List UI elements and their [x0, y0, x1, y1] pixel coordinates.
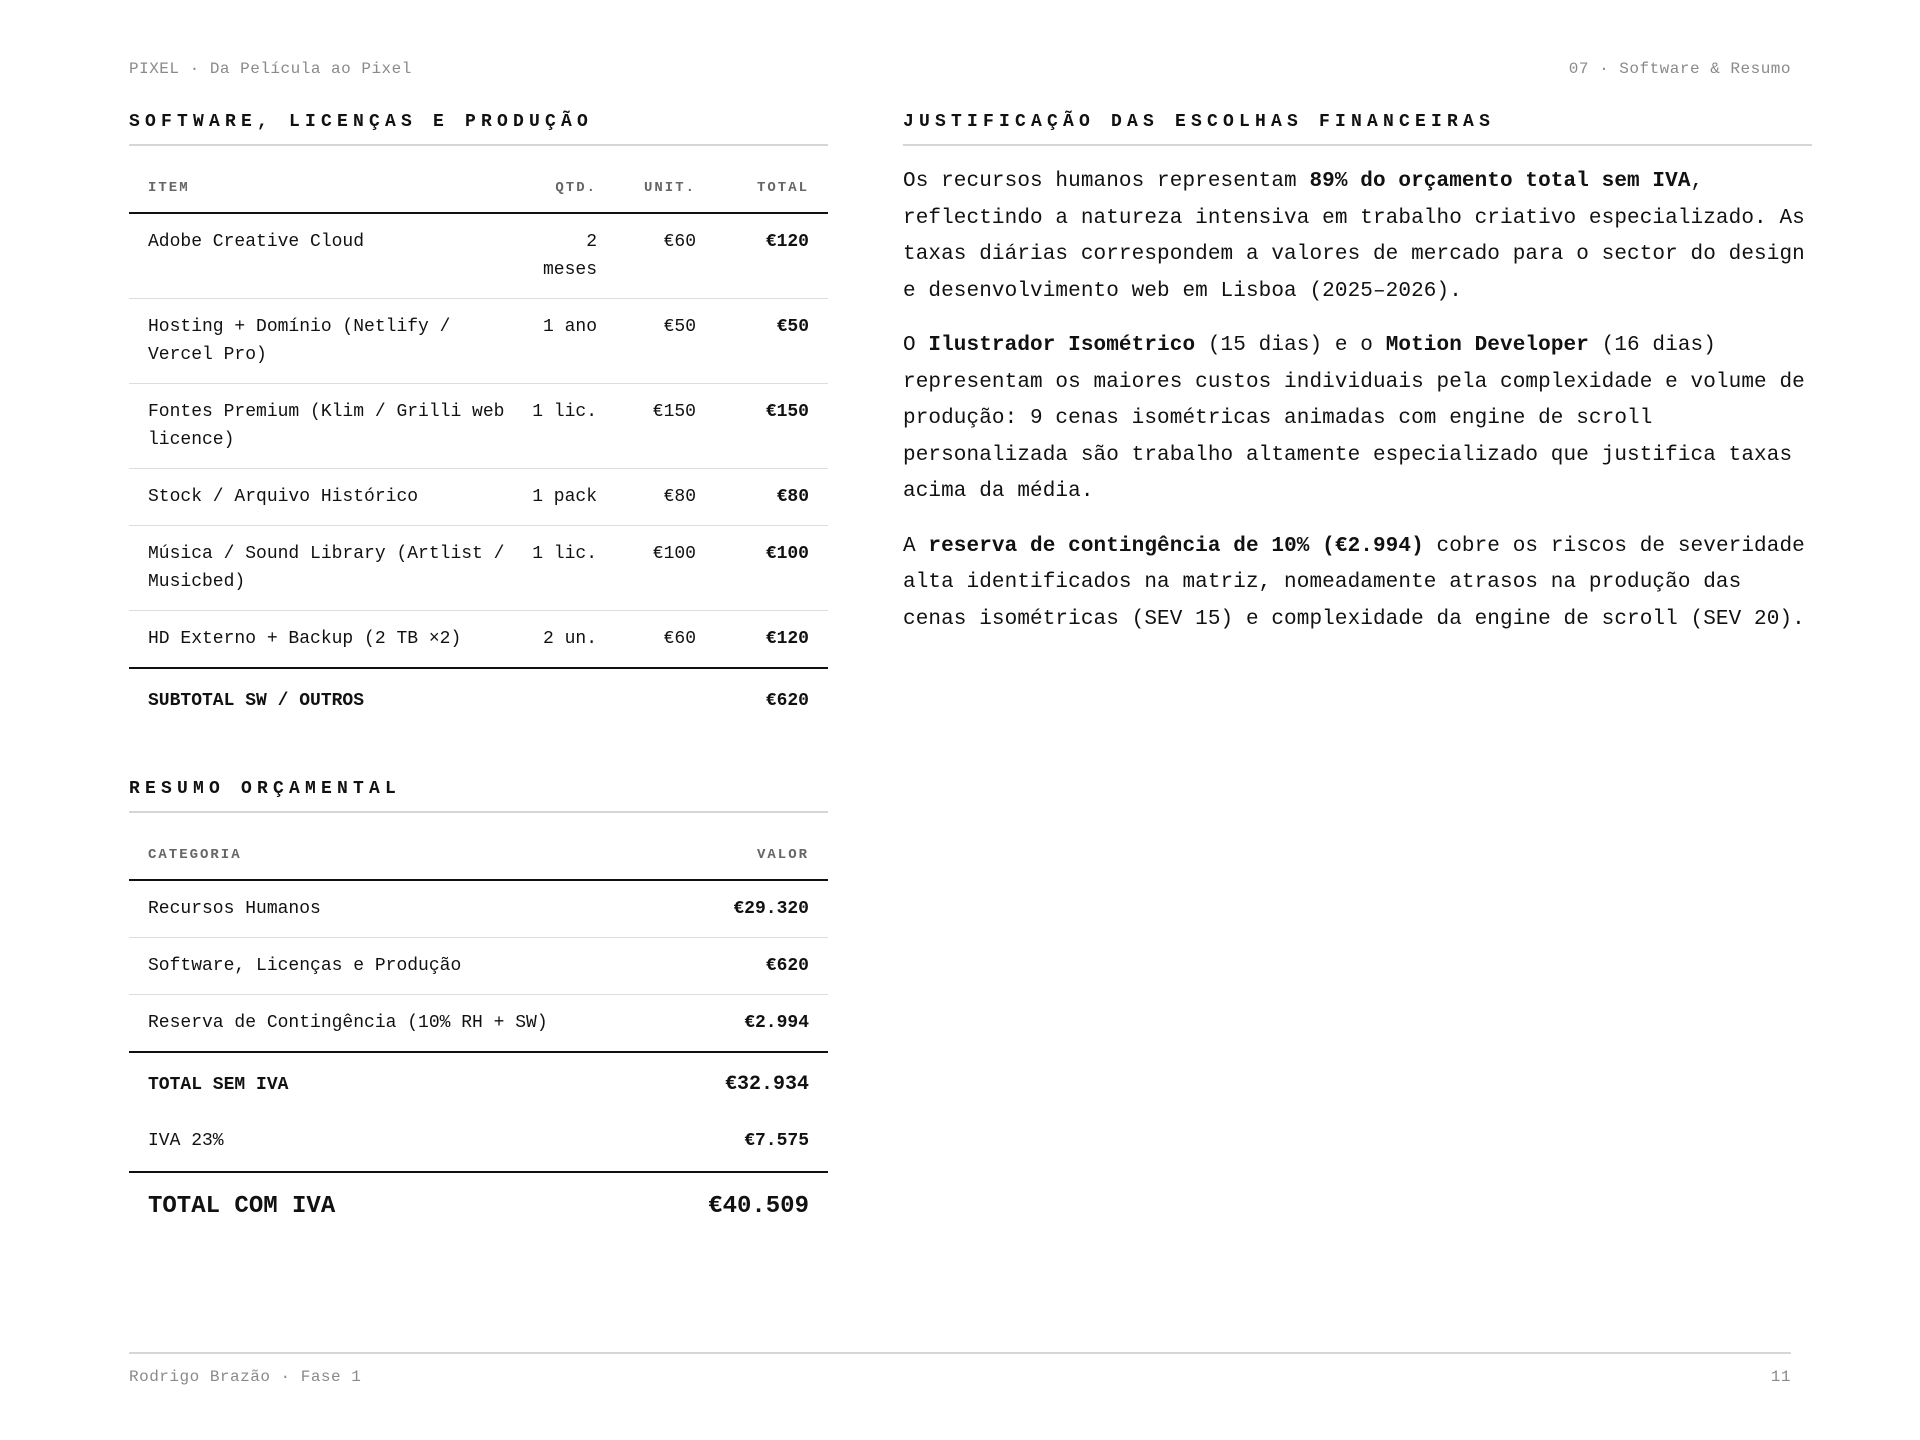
- paragraph-1: [903, 164, 1812, 310]
- p2-bold-b: Ilustrador Isométrico: [928, 334, 1196, 357]
- row-total: €120: [715, 611, 828, 669]
- table-row: [129, 995, 828, 1053]
- resumo-table-header: [129, 813, 828, 880]
- p3-text-c: cobre os riscos de severidade alta identificados na matriz, nomeadamente atrasos na produção das cenas isométricas (SEV 15) e complexidade da engine de scroll (SEV 20).: [903, 534, 1805, 631]
- col-header-valor: VALOR: [660, 813, 828, 880]
- row-item: HD Externo + Backup (2 TB ×2): [129, 611, 527, 669]
- total-sem-iva-label: TOTAL SEM IVA: [129, 1052, 660, 1117]
- total-sem-iva-row: [129, 1052, 828, 1117]
- paragraph-3: [903, 529, 1812, 639]
- software-table-header: [129, 146, 828, 213]
- col-header-total: TOTAL: [715, 146, 828, 213]
- running-head-right: 07 · Software & Resumo: [1568, 60, 1791, 78]
- row-qtd: 1 pack: [527, 469, 597, 526]
- table-row: [129, 611, 828, 669]
- p3-bold-b: reserva de contingência de 10% (€2.994): [928, 534, 1424, 558]
- running-head-left: PIXEL · Da Película ao Pixel: [129, 60, 412, 78]
- subtotal-row: [129, 668, 828, 729]
- footer-divider: [129, 1352, 1791, 1354]
- justificacao-section-title: JUSTIFICAÇÃO DAS ESCOLHAS FINANCEIRAS: [903, 112, 1812, 146]
- total-com-iva-value: €40.509: [708, 1193, 809, 1220]
- row-total: €80: [715, 469, 828, 526]
- resumo-section-title: RESUMO ORÇAMENTAL: [129, 779, 828, 813]
- row-unit: €60: [597, 611, 715, 669]
- table-row: [129, 299, 828, 384]
- col-header-qtd: QTD.: [527, 146, 597, 213]
- table-row: [129, 526, 828, 611]
- resumo-table: [129, 813, 828, 1235]
- p1-bold-b: 89% do orçamento total sem IVA: [1309, 170, 1691, 193]
- justificacao-body: [903, 164, 1812, 638]
- row-item: Fontes Premium (Klim / Grilli web licence): [129, 384, 527, 469]
- row-unit: €150: [597, 384, 715, 469]
- row-unit: €60: [597, 213, 715, 299]
- row-item: Música / Sound Library (Artlist / Musicbed): [129, 526, 527, 611]
- p2-bold-d: Motion Developer: [1385, 334, 1589, 357]
- row-valor: €620: [660, 938, 828, 995]
- row-categoria: Reserva de Contingência (10% RH + SW): [129, 995, 660, 1053]
- row-categoria: Software, Licenças e Produção: [129, 938, 660, 995]
- footer-author: Rodrigo Brazão · Fase 1: [129, 1368, 362, 1386]
- p2-text-c: (15 dias) e o: [1195, 334, 1386, 357]
- table-row: [129, 469, 828, 526]
- software-section-title: SOFTWARE, LICENÇAS E PRODUÇÃO: [129, 112, 828, 146]
- col-header-item: ITEM: [129, 146, 527, 213]
- subtotal-value: €620: [715, 668, 828, 729]
- row-qtd: 2 un.: [527, 611, 597, 669]
- row-item: Hosting + Domínio (Netlify / Vercel Pro): [129, 299, 527, 384]
- row-unit: €80: [597, 469, 715, 526]
- row-unit: €100: [597, 526, 715, 611]
- software-table: [129, 146, 828, 729]
- total-sem-iva-value: €32.934: [660, 1052, 828, 1117]
- row-valor: €29.320: [660, 880, 828, 938]
- iva-label: IVA 23%: [129, 1117, 660, 1172]
- paragraph-2: [903, 328, 1812, 511]
- row-total: €100: [715, 526, 828, 611]
- table-row: [129, 384, 828, 469]
- table-row: [129, 880, 828, 938]
- page-number: 11: [1770, 1368, 1791, 1386]
- row-qtd: 1 lic.: [527, 384, 597, 469]
- total-com-iva-label: TOTAL COM IVA: [148, 1193, 336, 1220]
- row-qtd: 1 lic.: [527, 526, 597, 611]
- row-valor: €2.994: [660, 995, 828, 1053]
- row-qtd: 2 meses: [527, 213, 597, 299]
- row-item: Adobe Creative Cloud: [129, 213, 527, 299]
- row-total: €150: [715, 384, 828, 469]
- table-row: [129, 938, 828, 995]
- subtotal-label: SUBTOTAL SW / OUTROS: [129, 668, 715, 729]
- iva-value: €7.575: [660, 1117, 828, 1172]
- row-total: €50: [715, 299, 828, 384]
- col-header-categoria: CATEGORIA: [129, 813, 660, 880]
- p1-text-a: Os recursos humanos representam: [903, 170, 1310, 193]
- total-com-iva-row: [129, 1172, 828, 1235]
- row-total: €120: [715, 213, 828, 299]
- col-header-unit: UNIT.: [597, 146, 715, 213]
- p1-text-c: , reflectindo a natureza intensiva em trabalho criativo especializado. As taxas diárias correspondem a valores de mercado para o sector do design e desenvolvimento web em Lisboa (2025–2026).: [903, 170, 1805, 303]
- left-column: [129, 112, 828, 1235]
- row-unit: €50: [597, 299, 715, 384]
- right-column: [903, 112, 1812, 656]
- row-categoria: Recursos Humanos: [129, 880, 660, 938]
- p3-text-a: A: [903, 534, 929, 558]
- row-qtd: 1 ano: [527, 299, 597, 384]
- iva-row: [129, 1117, 828, 1172]
- p2-text-e: (16 dias) representam os maiores custos individuais pela complexidade e volume de produção: 9 cenas isométricas animadas com engine de scroll personalizada são trabalho altamente especializado que justifica taxas acima da média.: [903, 334, 1805, 503]
- table-row: [129, 213, 828, 299]
- p2-text-a: O: [903, 334, 929, 357]
- row-item: Stock / Arquivo Histórico: [129, 469, 527, 526]
